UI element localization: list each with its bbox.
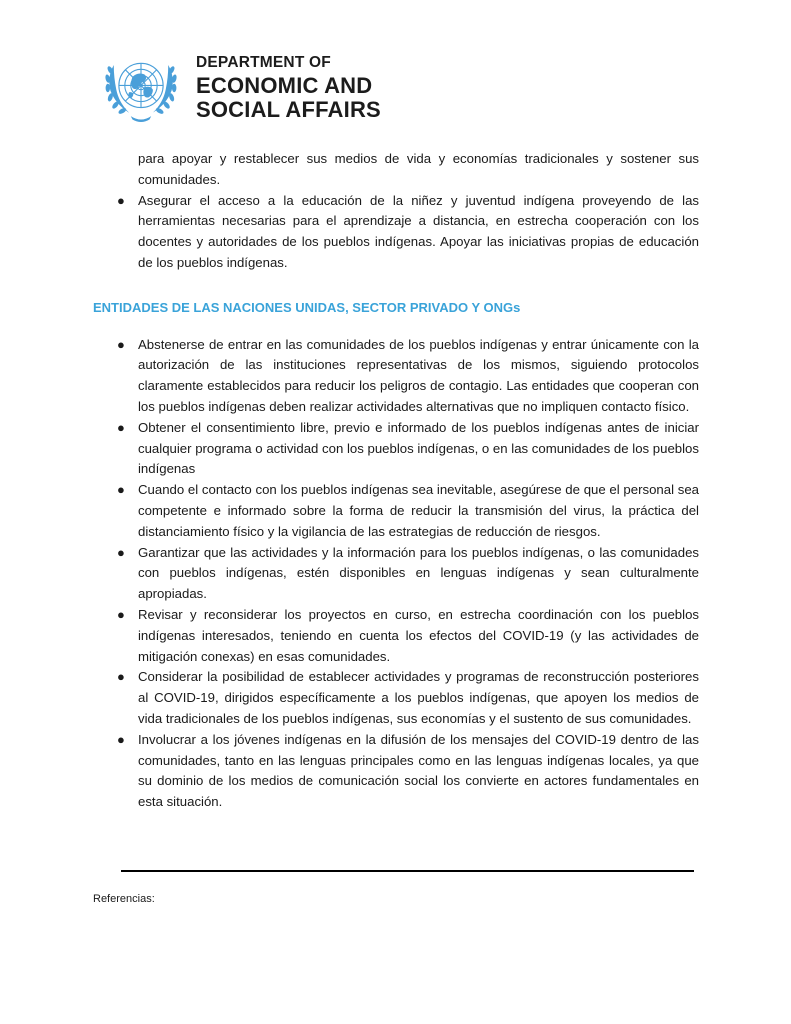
bullet-icon: ● [117, 482, 125, 498]
list-item [93, 730, 699, 813]
list-item-text: Considerar la posibilidad de establecer actividades y programas de reconstrucción posteriores al COVID-19, dirigidos específicamente a los pueblos indígenas, que apoyen los medios de vida tradicionales de los pueblos indígenas, sus economías y el sustento de sus comunidades. [138, 669, 699, 726]
list-item [93, 543, 699, 605]
list-item-text: Revisar y reconsiderar los proyectos en curso, en estrecha coordinación con los pueblos indígenas interesados, teniendo en cuenta los efectos del COVID-19 (y las actividades de mitigación conexas) en esas comunidades. [138, 606, 699, 664]
list-item [93, 667, 699, 729]
references-label: Referencias: [93, 893, 155, 905]
list-item [93, 335, 699, 418]
bullet-icon: ● [117, 606, 125, 622]
first-bullet-list [93, 191, 699, 274]
bullet-icon: ● [117, 192, 125, 208]
dept-name-line1: DEPARTMENT OF [196, 54, 331, 72]
bullet-icon: ● [117, 544, 125, 560]
department-name [196, 55, 381, 121]
list-item [93, 480, 699, 542]
list-item-text: Garantizar que las actividades y la información para los pueblos indígenas, o las comunidades con pueblos indígenas, estén disponibles en lenguas indígenas y sean culturalmente apropiadas. [138, 544, 699, 602]
list-item-text: Asegurar el acceso a la educación de la niñez y juventud indígena proveyendo de las herramientas necesarias para el aprendizaje a distancia, en estrecha cooperación con los docentes y autoridades de los pueblos indígenas. Apoyar las iniciativas propias de educación de los pueblos indígenas. [138, 192, 699, 270]
list-item [93, 191, 699, 274]
dept-name-line2: ECONOMIC AND [196, 72, 373, 98]
bullet-icon: ● [117, 731, 125, 747]
page-header [98, 48, 381, 128]
list-item [93, 418, 699, 480]
un-emblem-logo [98, 48, 184, 128]
list-item-text: Obtener el consentimiento libre, previo e informado de los pueblos indígenas antes de iniciar cualquier programa o actividad con los pueblos indígenas, o en las comunidades de los pueblos indígenas [138, 419, 699, 477]
dept-name-line3: SOCIAL AFFAIRS [196, 96, 381, 122]
bullet-icon: ● [117, 419, 125, 435]
list-item-text: Involucrar a los jóvenes indígenas en la difusión de los mensajes del COVID-19 dentro de las comunidades, tanto en las lenguas principales como en las lenguas indígenas locales, ya que su dominio de los medios de comunicación social los convierte en actores fundamentales en esta situación. [138, 731, 699, 810]
list-item [93, 605, 699, 667]
footnote-separator [121, 870, 694, 872]
bullet-icon: ● [117, 336, 125, 352]
bullet-icon: ● [117, 669, 125, 685]
section-heading: ENTIDADES DE LAS NACIONES UNIDAS, SECTOR PRIVADO Y ONGs [93, 299, 521, 315]
document-body [93, 149, 699, 813]
continuation-paragraph: para apoyar y restablecer sus medios de vida y economías tradicionales y sostener sus comunidades. [138, 151, 699, 187]
list-item-text: Cuando el contacto con los pueblos indígenas sea inevitable, asegúrese de que el personal sea competente e informado sobre la forma de reducir la transmisión del virus, la práctica del distanciamiento físico y la vigilancia de las estrategias de reducción de riesgos. [138, 482, 699, 539]
list-item-text: Abstenerse de entrar en las comunidades de los pueblos indígenas y entrar únicamente con la autorización de las instituciones representativas de los mismos, siguiendo protocolos claramente establecidos para reducir los peligros de contagio. Las entidades que cooperan con los pueblos indígenas deben realizar actividades alternativas que no impliquen contacto físico. [138, 336, 699, 414]
second-bullet-list [93, 335, 699, 813]
